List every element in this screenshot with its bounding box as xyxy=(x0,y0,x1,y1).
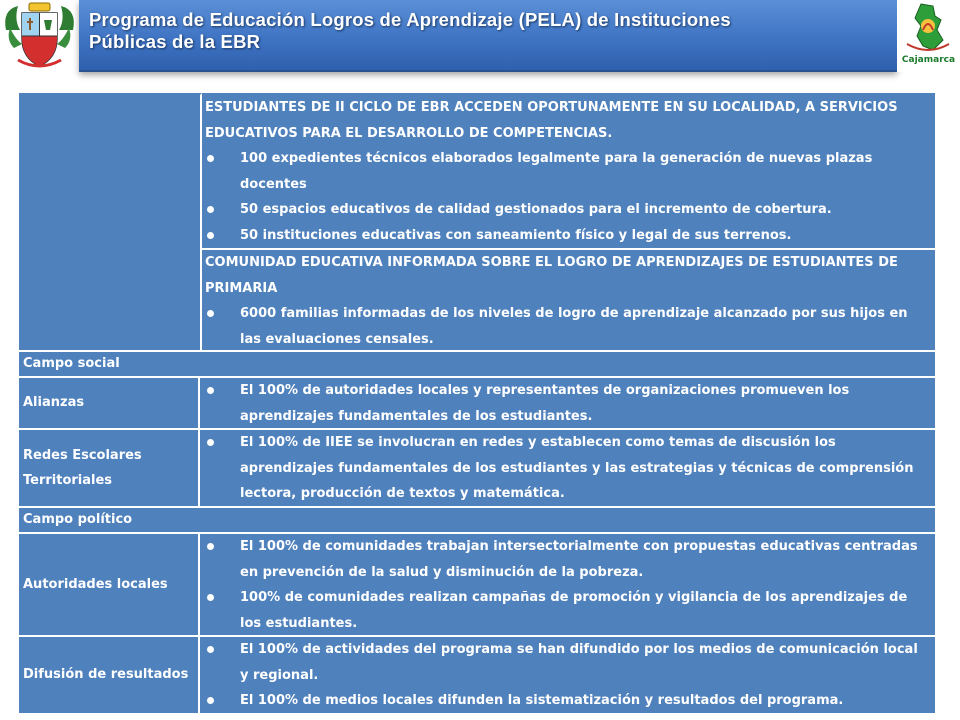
table-row-comunidad xyxy=(200,250,935,350)
row-heading: COMUNIDAD EDUCATIVA INFORMADA SOBRE EL LOGRO DE APRENDIZAJES DE ESTUDIANTES DE PRIMARIA xyxy=(205,255,898,296)
section-header-campo-politico: Campo político xyxy=(19,508,935,532)
bullet-icon xyxy=(207,387,214,394)
bullet-icon xyxy=(207,594,214,601)
logo-caption: Cajamarca xyxy=(901,55,956,65)
list-item: El 100% de autoridades locales y representantes de organizaciones promueven los aprendizajes fundamentales de los estudiantes. xyxy=(205,378,929,429)
page-title xyxy=(89,9,869,53)
list-item: El 100% de medios locales difunden la sistematización y resultados del programa. xyxy=(205,688,929,714)
row-label-redes: Redes Escolares Territoriales xyxy=(19,430,198,506)
list-item: 100 expedientes técnicos elaborados legalmente para la generación de nuevas plazas docentes xyxy=(205,146,929,197)
list-item: El 100% de comunidades trabajan intersectorialmente con propuestas educativas centradas en prevención de la salud y disminución de la pobreza. xyxy=(205,534,929,585)
bullet-icon xyxy=(207,310,214,317)
cajamarca-logo xyxy=(897,0,960,72)
row-heading: ESTUDIANTES DE II CICLO DE EBR ACCEDEN OPORTUNAMENTE EN SU LOCALIDAD, A SERVICIOS EDUCATIVOS PARA EL DESARROLLO DE COMPETENCIAS. xyxy=(205,100,898,141)
row-label-alianzas: Alianzas xyxy=(19,378,198,428)
table-cell-empty xyxy=(19,93,200,350)
list-item: 50 espacios educativos de calidad gestionados para el incremento de cobertura. xyxy=(205,197,929,223)
cajamarca-emblem-icon xyxy=(897,0,960,56)
bullet-icon xyxy=(207,439,214,446)
list-item: El 100% de actividades del programa se han difundido por los medios de comunicación local y regional. xyxy=(205,637,929,688)
section-header-campo-social: Campo social xyxy=(19,352,935,376)
bullet-icon xyxy=(207,232,214,239)
row-label-autoridades: Autoridades locales xyxy=(19,534,198,635)
bullet-list xyxy=(205,430,929,507)
table-row-alianzas xyxy=(200,378,935,428)
list-item: 6000 familias informadas de los niveles de logro de aprendizaje alcanzado por sus hijos en las evaluaciones censales. xyxy=(205,301,929,352)
table-row-difusion xyxy=(200,637,935,713)
bullet-icon xyxy=(207,646,214,653)
bullet-list xyxy=(205,146,929,248)
list-item: El 100% de IIEE se involucran en redes y establecen como temas de discusión los aprendizajes fundamentales de los estudiantes y las estrategias y técnicas de comprensión lectora, producción de textos y matemática. xyxy=(205,430,929,507)
bullet-icon xyxy=(207,206,214,213)
title-line-2: Públicas de la EBR xyxy=(89,31,261,52)
coat-of-arms-icon xyxy=(0,0,79,72)
list-item: 100% de comunidades realizan campañas de promoción y vigilancia de los aprendizajes de los estudiantes. xyxy=(205,585,929,636)
bullet-list xyxy=(205,301,929,352)
bullet-list xyxy=(205,637,929,714)
bullet-list xyxy=(205,378,929,429)
bullet-list xyxy=(205,534,929,636)
row-label-difusion: Difusión de resultados xyxy=(19,637,198,713)
table-row-autoridades xyxy=(200,534,935,635)
title-line-1: Programa de Educación Logros de Aprendizaje (PELA) de Instituciones xyxy=(89,9,731,30)
list-item: 50 instituciones educativas con saneamiento físico y legal de sus terrenos. xyxy=(205,223,929,249)
table-row-estudiantes xyxy=(200,93,935,248)
bullet-icon xyxy=(207,155,214,162)
bullet-icon xyxy=(207,543,214,550)
peru-coat-of-arms-logo xyxy=(0,0,79,72)
table-row-redes xyxy=(200,430,935,506)
bullet-icon xyxy=(207,697,214,704)
header-banner xyxy=(79,0,897,72)
